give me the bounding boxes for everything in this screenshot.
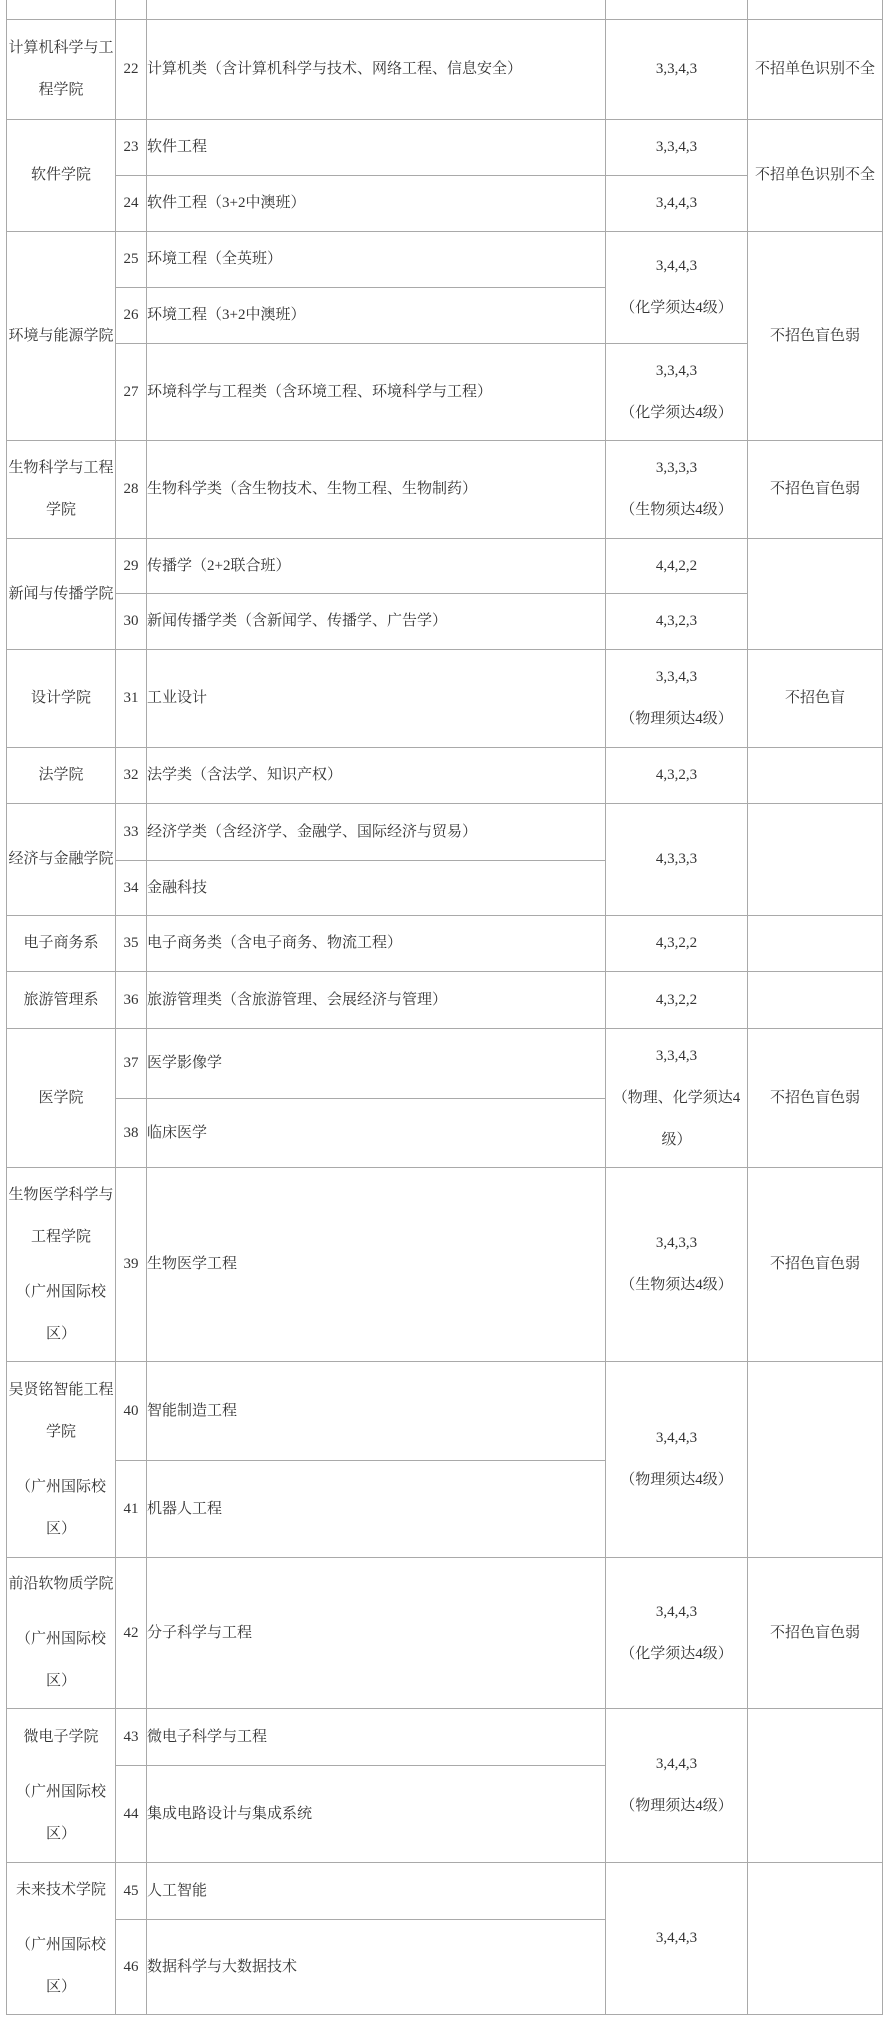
table-row-partial <box>7 0 883 19</box>
major-number: 30 <box>116 593 147 649</box>
requirement-line: 3,4,4,3 <box>655 1603 698 1620</box>
campus-line: 区） <box>45 1673 76 1689</box>
college-cell <box>7 1862 116 2014</box>
college-name-line: 设计学院 <box>30 690 91 706</box>
college-name-line: 工程学院 <box>30 1228 91 1245</box>
subject-requirement-cell <box>606 649 748 747</box>
notes-cell-empty <box>748 915 883 971</box>
requirement-line: 4,3,2,3 <box>655 767 698 783</box>
notes-cell-empty <box>748 971 883 1028</box>
major-name: 新闻传播学类（含新闻学、传播学、广告学） <box>147 593 606 649</box>
empty-cell <box>606 0 748 19</box>
notes-cell-empty <box>748 803 883 915</box>
campus-label <box>7 1618 115 1702</box>
notes-cell-empty <box>748 747 883 803</box>
subject-requirement-cell <box>606 1167 748 1361</box>
college-cell <box>7 747 116 803</box>
requirement-line: （物理须达4级） <box>620 711 733 727</box>
requirement-line: 4,3,2,2 <box>655 935 698 951</box>
campus-line: （广州国际校 <box>15 1478 106 1495</box>
table-row <box>7 1862 883 1919</box>
major-name: 传播学（2+2联合班） <box>147 538 606 593</box>
major-number: 42 <box>116 1557 147 1708</box>
major-name: 旅游管理类（含旅游管理、会展经济与管理） <box>147 971 606 1028</box>
college-cell <box>7 1167 116 1361</box>
major-name: 集成电路设计与集成系统 <box>147 1765 606 1862</box>
requirement-line: 3,3,4,3 <box>655 1047 698 1064</box>
campus-label <box>7 1271 115 1355</box>
color-vision-note: 不招色盲色弱 <box>748 1557 883 1708</box>
campus-line: 区） <box>45 1325 76 1342</box>
college-name-line: 计算机科学与工 <box>8 40 114 56</box>
requirement-line: 3,4,4,3 <box>655 1430 698 1446</box>
major-name: 计算机类（含计算机科学与技术、网络工程、信息安全） <box>147 19 606 119</box>
major-name: 智能制造工程 <box>147 1361 606 1460</box>
college-name-line: 程学院 <box>38 82 84 98</box>
subject-requirement-cell <box>606 1361 748 1557</box>
subject-requirement-cell <box>606 175 748 231</box>
major-name: 人工智能 <box>147 1862 606 1919</box>
requirement-line: （物理须达4级） <box>620 1472 733 1488</box>
campus-line: （广州国际校 <box>15 1631 106 1647</box>
table-row <box>7 1167 883 1361</box>
table-row <box>7 971 883 1028</box>
major-number: 37 <box>116 1028 147 1098</box>
subject-requirement-cell <box>606 915 748 971</box>
subject-requirement-cell <box>606 343 748 440</box>
college-cell <box>7 19 116 119</box>
major-number: 33 <box>116 803 147 860</box>
major-name: 环境科学与工程类（含环境工程、环境科学与工程） <box>147 343 606 440</box>
major-number: 39 <box>116 1167 147 1361</box>
major-number: 40 <box>116 1361 147 1460</box>
requirement-line: （化学须达4级） <box>620 300 733 316</box>
college-name-line: 吴贤铭智能工程 <box>8 1381 114 1398</box>
major-number: 24 <box>116 175 147 231</box>
subject-requirement-cell <box>606 803 748 915</box>
requirement-line: 3,4,4,3 <box>655 195 698 211</box>
subject-requirement-cell <box>606 440 748 538</box>
major-number: 31 <box>116 649 147 747</box>
major-number: 35 <box>116 915 147 971</box>
major-name: 法学类（含法学、知识产权） <box>147 747 606 803</box>
requirement-line: 3,3,4,3 <box>655 669 698 685</box>
requirement-line: 4,4,2,2 <box>655 557 698 574</box>
major-name: 环境工程（3+2中澳班） <box>147 287 606 343</box>
major-name: 临床医学 <box>147 1098 606 1167</box>
table-row <box>7 747 883 803</box>
major-number: 38 <box>116 1098 147 1167</box>
subject-requirement-cell <box>606 19 748 119</box>
major-name: 电子商务类（含电子商务、物流工程） <box>147 915 606 971</box>
college-cell <box>7 440 116 538</box>
color-vision-note: 不招色盲 <box>748 649 883 747</box>
college-name-line: 学院 <box>45 502 76 518</box>
requirement-line: 4,3,2,2 <box>655 991 698 1008</box>
empty-cell <box>7 0 116 19</box>
college-name-line: 经济与金融学院 <box>8 851 114 867</box>
college-cell <box>7 649 116 747</box>
college-name-line: 电子商务系 <box>23 935 99 951</box>
campus-line: 区） <box>45 1825 76 1842</box>
requirement-line: （物理、化学须达4 <box>612 1089 741 1106</box>
campus-line: 区） <box>45 1520 76 1537</box>
requirement-line: 3,4,4,3 <box>655 258 698 274</box>
requirement-line: （生物须达4级） <box>620 1277 733 1293</box>
college-name-line: 法学院 <box>38 767 84 783</box>
subject-requirement-cell <box>606 231 748 343</box>
table-row <box>7 649 883 747</box>
college-name-line: 旅游管理系 <box>23 991 99 1008</box>
requirement-line: 3,4,3,3 <box>655 1235 698 1251</box>
major-number: 43 <box>116 1708 147 1765</box>
subject-requirement-cell <box>606 1708 748 1862</box>
major-name: 数据科学与大数据技术 <box>147 1919 606 2014</box>
table-row <box>7 119 883 175</box>
college-name-line: 未来技术学院 <box>15 1881 106 1898</box>
table-row <box>7 19 883 119</box>
major-name: 生物科学类（含生物技术、生物工程、生物制药） <box>147 440 606 538</box>
requirement-line: 4,3,3,3 <box>655 851 698 867</box>
major-name: 工业设计 <box>147 649 606 747</box>
table-row <box>7 538 883 593</box>
college-name-line: 医学院 <box>38 1089 84 1106</box>
college-name-line: 前沿软物质学院 <box>8 1576 114 1592</box>
college-name-line: 微电子学院 <box>23 1728 99 1745</box>
major-name: 软件工程（3+2中澳班） <box>147 175 606 231</box>
color-vision-note: 不招单色识别不全 <box>748 19 883 119</box>
color-vision-note: 不招色盲色弱 <box>748 440 883 538</box>
notes-cell-empty <box>748 1708 883 1862</box>
empty-cell <box>116 0 147 19</box>
major-name: 微电子科学与工程 <box>147 1708 606 1765</box>
campus-label <box>7 1466 115 1550</box>
requirement-line: 级） <box>661 1131 692 1148</box>
subject-requirement-cell <box>606 1862 748 2014</box>
major-number: 23 <box>116 119 147 175</box>
notes-cell-empty <box>748 1361 883 1557</box>
color-vision-note: 不招色盲色弱 <box>748 231 883 440</box>
requirement-line: 3,4,4,3 <box>655 1756 698 1772</box>
subject-requirement-cell <box>606 971 748 1028</box>
college-cell <box>7 119 116 231</box>
major-name: 医学影像学 <box>147 1028 606 1098</box>
college-cell <box>7 803 116 915</box>
campus-line: （广州国际校 <box>15 1783 106 1800</box>
major-number: 45 <box>116 1862 147 1919</box>
major-number: 46 <box>116 1919 147 2014</box>
major-name: 环境工程（全英班） <box>147 231 606 287</box>
requirement-line: 4,3,2,3 <box>655 613 698 629</box>
major-number: 27 <box>116 343 147 440</box>
subject-requirement-cell <box>606 119 748 175</box>
campus-line: （广州国际校 <box>15 1936 106 1953</box>
major-number: 26 <box>116 287 147 343</box>
empty-cell <box>147 0 606 19</box>
college-name-line: 学院 <box>45 1423 76 1440</box>
major-number: 29 <box>116 538 147 593</box>
table-row <box>7 231 883 287</box>
major-number: 32 <box>116 747 147 803</box>
admission-requirements-table <box>6 0 883 2015</box>
campus-line: （广州国际校 <box>15 1283 106 1300</box>
subject-requirement-cell <box>606 1028 748 1167</box>
color-vision-note: 不招色盲色弱 <box>748 1167 883 1361</box>
requirement-line: （物理须达4级） <box>620 1798 733 1814</box>
college-cell <box>7 915 116 971</box>
major-name: 软件工程 <box>147 119 606 175</box>
college-cell <box>7 538 116 649</box>
major-number: 28 <box>116 440 147 538</box>
college-name-line: 新闻与传播学院 <box>8 585 114 602</box>
table-row <box>7 1361 883 1460</box>
major-name: 生物医学工程 <box>147 1167 606 1361</box>
campus-label <box>7 1924 115 2008</box>
major-name: 机器人工程 <box>147 1460 606 1557</box>
requirement-line: （化学须达4级） <box>620 1645 733 1662</box>
requirement-line: 3,3,4,3 <box>655 139 698 155</box>
notes-cell-empty <box>748 1862 883 2014</box>
color-vision-note: 不招单色识别不全 <box>748 119 883 231</box>
major-number: 44 <box>116 1765 147 1862</box>
table-row <box>7 440 883 538</box>
table-row <box>7 803 883 860</box>
requirement-line: 3,3,4,3 <box>655 362 698 379</box>
table-row <box>7 1557 883 1708</box>
major-name: 金融科技 <box>147 860 606 915</box>
notes-cell-empty <box>748 538 883 649</box>
college-name-line: 软件学院 <box>30 167 91 183</box>
requirement-line: 3,4,4,3 <box>655 1930 698 1946</box>
table-row <box>7 915 883 971</box>
requirement-line: （化学须达4级） <box>620 404 733 421</box>
color-vision-note: 不招色盲色弱 <box>748 1028 883 1167</box>
requirement-line: （生物须达4级） <box>620 502 733 518</box>
major-name: 分子科学与工程 <box>147 1557 606 1708</box>
major-name: 经济学类（含经济学、金融学、国际经济与贸易） <box>147 803 606 860</box>
college-cell <box>7 1028 116 1167</box>
campus-line: 区） <box>45 1978 76 1995</box>
college-cell <box>7 971 116 1028</box>
college-name-line: 生物科学与工程 <box>8 460 114 476</box>
subject-requirement-cell <box>606 593 748 649</box>
college-cell <box>7 1708 116 1862</box>
college-name-line: 生物医学科学与 <box>8 1186 114 1203</box>
major-number: 36 <box>116 971 147 1028</box>
college-cell <box>7 1361 116 1557</box>
college-cell <box>7 231 116 440</box>
subject-requirement-cell <box>606 538 748 593</box>
college-cell <box>7 1557 116 1708</box>
subject-requirement-cell <box>606 747 748 803</box>
requirement-line: 3,3,4,3 <box>655 61 698 77</box>
major-number: 25 <box>116 231 147 287</box>
empty-cell <box>748 0 883 19</box>
college-name-line: 环境与能源学院 <box>8 327 114 344</box>
subject-requirement-cell <box>606 1557 748 1708</box>
campus-label <box>7 1771 115 1855</box>
requirement-line: 3,3,3,3 <box>655 460 698 476</box>
major-number: 22 <box>116 19 147 119</box>
major-number: 41 <box>116 1460 147 1557</box>
major-number: 34 <box>116 860 147 915</box>
table-row <box>7 1028 883 1098</box>
table-row <box>7 1708 883 1765</box>
